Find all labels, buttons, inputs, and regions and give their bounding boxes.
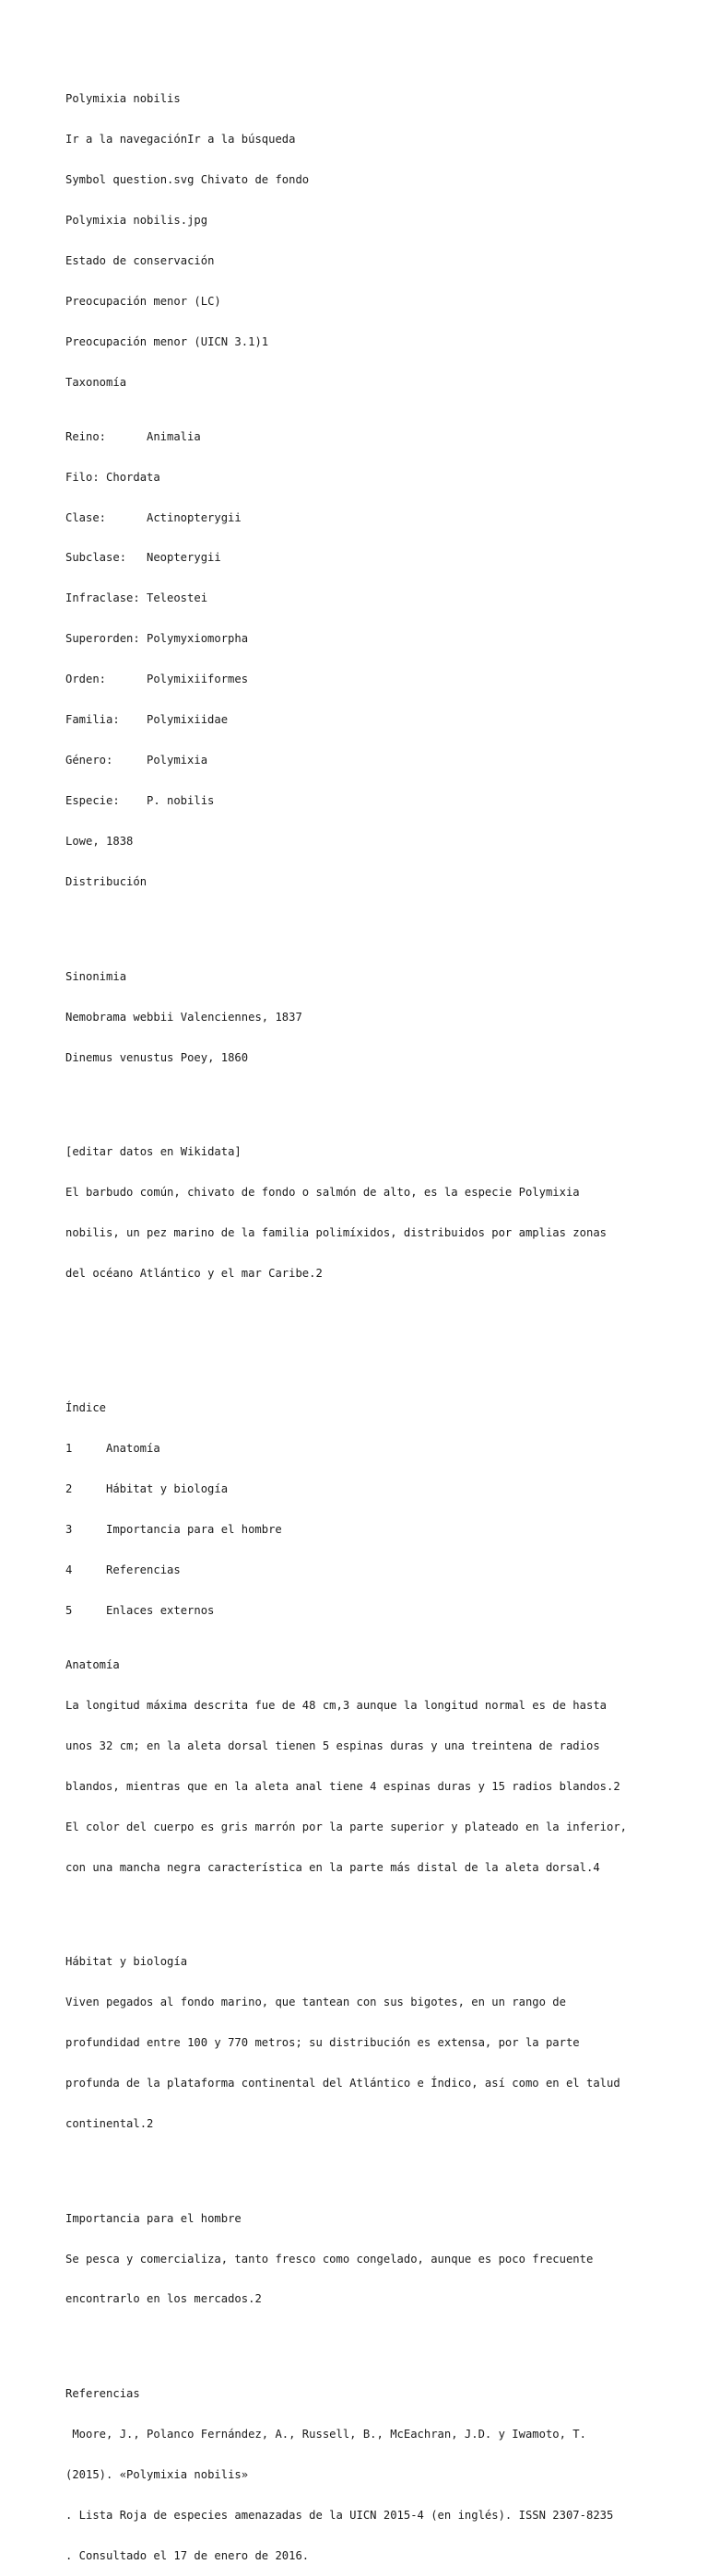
references-heading: Referencias (65, 2387, 140, 2401)
taxonomy-key: Infraclase: (65, 591, 140, 605)
page-title: Polymixia nobilis (65, 92, 181, 106)
edit-wikidata-link[interactable]: [editar datos en Wikidata] (65, 1145, 242, 1159)
taxonomy-value[interactable]: Teleostei (147, 591, 208, 605)
anatomy-text: unos 32 cm; en la aleta dorsal tienen 5 espinas duras y una treintena de radios (65, 1739, 600, 1752)
index-item[interactable] (65, 1482, 655, 1496)
taxonomy-value[interactable]: Polymixia (147, 754, 208, 767)
intro-text: del océano Atlántico y el mar Caribe.2 (65, 1266, 323, 1280)
spacer (65, 1307, 655, 1321)
taxonomy-key: Reino: (65, 429, 107, 443)
taxonomy-key: Clase: (65, 510, 107, 524)
index-label[interactable]: Importancia para el hombre (106, 1523, 282, 1537)
taxonomy-row-clase (65, 511, 655, 525)
index-item[interactable] (65, 1523, 655, 1537)
index-number: 5 (65, 1604, 73, 1618)
spacer (65, 916, 655, 930)
importance-text: Se pesca y comercializa, tanto fresco como congelado, aunque es poco frecuente (65, 2252, 594, 2266)
taxonomy-heading: Taxonomía (65, 375, 127, 389)
synonym-item: Dinemus venustus Poey, 1860 (65, 1050, 249, 1064)
index-number: 3 (65, 1523, 73, 1537)
taxonomy-row-reino (65, 430, 655, 444)
anatomy-text: blandos, mientras que en la aleta anal tiene 4 espinas duras y 15 radios blandos.2 (65, 1779, 620, 1793)
reference-text: Moore, J., Polanco Fernández, A., Russell, B., McEachran, J.D. y Iwamoto, T. (65, 2427, 586, 2441)
taxonomy-row-infraclase (65, 591, 655, 605)
image-filename: Polymixia nobilis.jpg (65, 214, 208, 228)
taxonomy-value[interactable]: Neopterygii (147, 551, 221, 565)
document-body (65, 65, 655, 2576)
taxonomy-row-especie (65, 794, 655, 808)
index-number: 2 (65, 1482, 73, 1496)
taxonomy-row-genero (65, 754, 655, 767)
importance-text: encontrarlo en los mercados.2 (65, 2292, 262, 2306)
reference-link[interactable]: (2015). «Polymixia nobilis» (65, 2467, 249, 2481)
spacer (65, 2158, 655, 2172)
taxonomy-row-orden (65, 673, 655, 686)
taxonomy-key: Superorden: (65, 632, 140, 646)
spacer (65, 1092, 655, 1106)
taxonomy-key: Subclase: (65, 551, 127, 565)
taxonomy-value[interactable]: Polymixiidae (147, 713, 229, 727)
habitat-text: profunda de la plataforma continental del Atlántico e Índico, así como en el talud (65, 2077, 620, 2090)
index-number: 4 (65, 1563, 73, 1577)
taxonomy-row-superorden (65, 632, 655, 646)
synonyms-heading: Sinonimia (65, 969, 127, 983)
skip-navigation-link[interactable]: Ir a la navegaciónIr a la búsqueda (65, 133, 296, 146)
taxonomy-key: Género: (65, 754, 113, 767)
habitat-text: profundidad entre 100 y 770 metros; su distribución es extensa, por la parte (65, 2036, 580, 2050)
habitat-text: Viven pegados al fondo marino, que tantean con sus bigotes, en un rango de (65, 1996, 566, 2009)
index-item[interactable] (65, 1563, 655, 1577)
taxonomy-row-familia (65, 713, 655, 727)
anatomy-heading: Anatomía (65, 1657, 120, 1671)
taxonomy-key: Especie: (65, 794, 120, 808)
taxonomy-row-subclase (65, 551, 655, 565)
reference-text: . Consultado el 17 de enero de 2016. (65, 2548, 310, 2562)
taxonomy-author: Lowe, 1838 (65, 835, 134, 849)
habitat-text: continental.2 (65, 2117, 154, 2130)
index-heading: Índice (65, 1401, 107, 1415)
taxonomy-value[interactable]: Polymyxiomorpha (147, 632, 249, 646)
habitat-heading: Hábitat y biología (65, 1955, 188, 1969)
conservation-heading: Estado de conservación (65, 254, 215, 268)
index-number: 1 (65, 1442, 73, 1456)
anatomy-text: con una mancha negra característica en la parte más distal de la aleta dorsal.4 (65, 1860, 600, 1874)
index-label[interactable]: Referencias (106, 1563, 181, 1577)
taxonomy-key: Familia: (65, 713, 120, 727)
taxonomy-value[interactable]: Actinopterygii (147, 510, 242, 524)
intro-text: El barbudo común, chivato de fondo o salmón de alto, es la especie Polymixia (65, 1186, 580, 1200)
spacer (65, 1902, 655, 1915)
taxonomy-row-filo: Filo: Chordata (65, 470, 160, 484)
conservation-status-uicn: Preocupación menor (UICN 3.1)1 (65, 335, 269, 349)
anatomy-text: La longitud máxima descrita fue de 48 cm,3 aunque la longitud normal es de hasta (65, 1698, 607, 1712)
index-item[interactable] (65, 1442, 655, 1456)
anatomy-text: El color del cuerpo es gris marrón por la parte superior y plateado en la inferior, (65, 1820, 628, 1833)
spacer (65, 2333, 655, 2347)
index-label[interactable]: Hábitat y biología (106, 1482, 229, 1496)
importance-heading: Importancia para el hombre (65, 2211, 242, 2225)
index-label[interactable]: Anatomía (106, 1442, 160, 1456)
taxonomy-key: Orden: (65, 673, 107, 686)
taxonomy-value[interactable]: Polymixiiformes (147, 673, 249, 686)
symbol-caption: Symbol question.svg Chivato de fondo (65, 173, 310, 187)
reference-text: . Lista Roja de especies amenazadas de la UICN 2015-4 (en inglés). ISSN 2307-8235 (65, 2508, 614, 2522)
spacer (65, 1348, 655, 1362)
synonym-item: Nemobrama webbii Valenciennes, 1837 (65, 1010, 302, 1024)
conservation-status: Preocupación menor (LC) (65, 295, 221, 309)
index-label[interactable]: Enlaces externos (106, 1604, 215, 1618)
taxonomy-value: P. nobilis (147, 794, 215, 808)
distribution-heading: Distribución (65, 875, 148, 889)
intro-text: nobilis, un pez marino de la familia polimíxidos, distribuidos por amplias zonas (65, 1226, 607, 1240)
index-item[interactable] (65, 1604, 655, 1618)
taxonomy-value[interactable]: Animalia (147, 429, 201, 443)
